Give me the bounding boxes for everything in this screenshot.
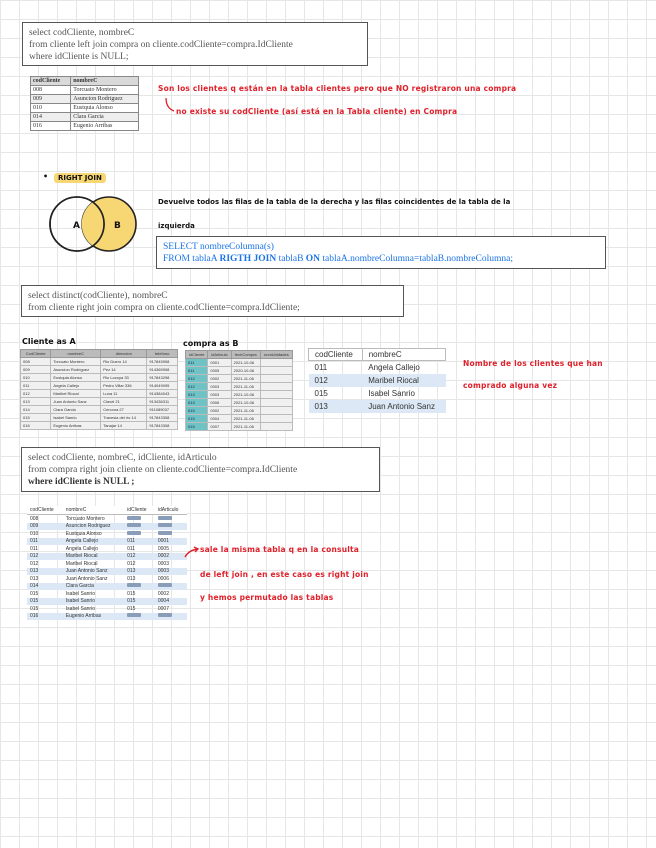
syntax-line1: SELECT nombreColumna(s) (163, 242, 274, 252)
compra-table-cell: 2021-11-06 (231, 383, 260, 391)
result3-cell: 011 (124, 538, 155, 546)
compra-table-cell: 2021-10-06 (231, 359, 260, 367)
left-join-result-table (30, 76, 139, 131)
result3-cell: 013 (30, 575, 39, 582)
result2-row (309, 361, 446, 375)
result3-cell: 011 (127, 545, 136, 552)
cliente-table-row (21, 390, 178, 398)
cliente-table-cell: 913436311 (147, 398, 178, 406)
compra-table-cell: 2021-10-06 (231, 391, 260, 399)
result3-cell: 014 (27, 583, 63, 591)
result3-row (27, 560, 187, 568)
query1-line3: where idCliente is NULL; (29, 52, 129, 62)
result3-row (27, 568, 187, 576)
null-marker (158, 613, 172, 617)
result3-cell: 013 (127, 575, 136, 582)
result3-cell (124, 523, 155, 531)
result3-cell: 009 (27, 523, 63, 531)
cliente-table-row (21, 374, 178, 382)
venn-label-a: A (73, 221, 80, 231)
result3-cell: 012 (127, 560, 136, 567)
cliente-table-cell: 911089037 (147, 406, 178, 414)
cliente-table-row (21, 422, 178, 430)
query3-line2: from compra right join cliente on cliente.codCliente=compra.IdCliente (28, 465, 298, 475)
compra-table-cell (260, 383, 292, 391)
result3-cell: Angela Callejo (65, 545, 99, 552)
result3-cell: 0003 (155, 568, 187, 576)
compra-table-cell (260, 423, 292, 431)
cliente-table-cell: 013 (21, 398, 51, 406)
null-marker (127, 531, 141, 535)
note2-line2: comprado alguna vez (463, 381, 558, 390)
result3-cell (155, 613, 187, 621)
compra-table-row (186, 367, 293, 375)
null-marker (127, 583, 141, 587)
result3-cell: Juan Antonio Sanz (63, 568, 124, 576)
compra-table-cell (260, 359, 292, 367)
result3-cell (124, 530, 155, 538)
compra-table-row (186, 399, 293, 407)
result3-cell: 016 (27, 613, 63, 621)
result3-cell (124, 583, 155, 591)
cliente-table-cell: Cercona 27 (101, 406, 147, 414)
right-join-desc-line2: izquierda (158, 222, 195, 230)
right-join-syntax-box (156, 236, 606, 269)
result3-cell: 0002 (155, 553, 187, 561)
cliente-table-row (21, 398, 178, 406)
compra-table-cell: 013 (186, 399, 208, 407)
table1-header: codCliente (31, 77, 71, 86)
compra-table-cell (260, 375, 292, 383)
syntax-line2: FROM tablaA RIGTH JOIN tablaB ON tablaA.nombreColumna=tablaB.nombreColumna; (163, 254, 513, 264)
result3-cell (155, 530, 187, 538)
compra-table-cell: 015 (186, 423, 208, 431)
cliente-table-cell: 917843308 (147, 422, 178, 430)
cliente-table-cell: Luna 11 (101, 390, 147, 398)
cliente-table-cell: Rio Duero 14 (101, 358, 147, 366)
compra-table-cell: 2020-10-06 (231, 367, 260, 375)
compra-table-header: fechCompra (231, 351, 260, 359)
null-marker (127, 516, 141, 520)
compra-table-cell: 0002 (208, 375, 231, 383)
cliente-table-cell: 016 (21, 422, 51, 430)
result3-cell (155, 523, 187, 531)
compra-table (185, 350, 293, 431)
query1-line1: select codCliente, nombreC (29, 28, 135, 38)
cliente-table-cell: 914365908 (147, 366, 178, 374)
cliente-table-cell: Angela Callejo (51, 382, 101, 390)
result3-row (27, 530, 187, 538)
cliente-table-cell: Juan Antonio Sanz (51, 398, 101, 406)
compra-table-cell: 015 (186, 415, 208, 423)
result3-cell: 015 (27, 598, 63, 606)
table1-header: nombreC (71, 77, 139, 86)
right-join-null-result-table (27, 506, 187, 620)
result2-row (309, 400, 446, 413)
result3-row (27, 515, 187, 523)
table1-cell: Asuncion Rodriguez (71, 95, 139, 104)
table1-cell: 009 (31, 95, 71, 104)
result3-cell: Juan Antonio Sanz (65, 575, 108, 582)
result2-cell: 012 (309, 374, 363, 387)
table1-row (31, 95, 139, 104)
result3-cell: 013 (124, 568, 155, 576)
result3-cell: 015 (30, 605, 39, 612)
query2-box (21, 285, 404, 317)
result3-cell (124, 613, 155, 621)
result3-cell: Maribel Riocal (63, 553, 124, 561)
table1-row (31, 104, 139, 113)
cliente-table-cell: 011 (21, 382, 51, 390)
result3-row (27, 613, 187, 621)
result3-cell: Clara Garcia (63, 583, 124, 591)
result2-row (309, 374, 446, 387)
result3-cell (124, 515, 155, 523)
result3-cell: Maribel Riocal (65, 560, 98, 567)
null-marker (158, 583, 172, 587)
result3-cell: Eugenio Arribas (63, 613, 124, 621)
compra-table-cell (260, 367, 292, 375)
result3-row (27, 598, 187, 606)
compra-table-cell: 012 (186, 375, 208, 383)
note3-line2: de left join , en este caso es right join (200, 570, 369, 579)
result3-header: idArticulo (155, 506, 187, 515)
right-join-desc-line1: Devuelve todos las filas de la tabla de la derecha y las filas coincidentes de la tabla de la (158, 198, 511, 206)
cliente-label: Cliente as A (22, 337, 76, 346)
cliente-table-cell: 917843298 (147, 374, 178, 382)
result3-cell: 0005 (157, 545, 169, 552)
compra-table-cell: 0001 (208, 359, 231, 367)
query3-line1: select codCliente, nombreC, idCliente, idArticulo (28, 453, 217, 463)
cliente-table-row (21, 406, 178, 414)
compra-table-cell: 0003 (208, 383, 231, 391)
compra-table-cell: 015 (186, 407, 208, 415)
table1-cell: Eustquia Alonso (71, 104, 139, 113)
result3-cell: 012 (30, 560, 39, 567)
compra-table-row (186, 375, 293, 383)
compra-table-cell: 0005 (208, 367, 231, 375)
cliente-table-cell: Eustquia Alonso (51, 374, 101, 382)
result3-cell: 011 (27, 538, 63, 546)
table1-cell: 016 (31, 122, 71, 131)
table1-cell: Torcuato Montero (71, 86, 139, 95)
null-marker (127, 523, 141, 527)
compra-table-row (186, 423, 293, 431)
query2-line2: from cliente right join compra on cliente.codCliente=compra.IdCliente; (28, 303, 300, 313)
compra-table-cell: 011 (186, 359, 208, 367)
result3-cell: 0004 (155, 598, 187, 606)
cliente-table (20, 349, 178, 430)
cliente-table-cell: 917843308 (147, 414, 178, 422)
table1-row (31, 122, 139, 131)
compra-table-header: numUnidades (260, 351, 292, 359)
compra-table-header: idArticulo (208, 351, 231, 359)
result2-header: codCliente (309, 349, 363, 361)
result2-cell: Maribel Riocal (362, 374, 445, 387)
arrow-icon (183, 545, 201, 559)
result3-row (27, 575, 187, 583)
compra-table-cell: 0002 (208, 407, 231, 415)
compra-table-cell: 2021-11-06 (231, 407, 260, 415)
note3-line1: sale la misma tabla q en la consulta (200, 545, 360, 554)
result3-row (27, 590, 187, 598)
compra-table-cell: 013 (186, 391, 208, 399)
right-join-result-table (308, 348, 446, 413)
result2-row (309, 387, 446, 400)
result2-header: nombreC (362, 349, 445, 361)
null-marker (158, 516, 172, 520)
null-marker (158, 531, 172, 535)
cliente-table-cell: Eugenio Arribas (51, 422, 101, 430)
result3-cell: 010 (30, 530, 39, 537)
compra-table-row (186, 415, 293, 423)
query1-line2: from cliente left join compra on cliente.codCliente=compra.IdCliente (29, 40, 293, 50)
result3-header: nombreC (63, 506, 124, 515)
result2-cell: 011 (314, 363, 328, 372)
compra-table-cell: 012 (186, 383, 208, 391)
cliente-table-cell: 917845908 (147, 358, 178, 366)
compra-table-cell: 2021-11-06 (231, 375, 260, 383)
result2-cell: Juan Antonio Sanz (362, 400, 445, 413)
cliente-table-cell: Tanajar 14 (101, 422, 147, 430)
result3-row (27, 583, 187, 591)
cliente-table-cell: 014 (21, 406, 51, 414)
cliente-table-cell: Travesia del rio 14 (101, 414, 147, 422)
cliente-table-cell: Clavel 21 (101, 398, 147, 406)
cliente-table-cell: Maribel Riocal (51, 390, 101, 398)
result3-cell: 012 (27, 553, 63, 561)
result3-row (27, 545, 187, 553)
table1-cell: Eugenio Arribas (71, 122, 139, 131)
compra-table-row (186, 391, 293, 399)
compra-table-row (186, 383, 293, 391)
compra-table-cell (260, 399, 292, 407)
result2-cell: 015 (314, 389, 328, 398)
result3-cell: Asuncion Rodriguez (63, 523, 124, 531)
cliente-table-cell: 015 (21, 414, 51, 422)
compra-table-cell: 0007 (208, 423, 231, 431)
cliente-table-cell: Torcuato Montero (51, 358, 101, 366)
result3-cell: 015 (124, 598, 155, 606)
result3-cell: 015 (30, 590, 39, 597)
result3-header: idCliente (124, 506, 155, 515)
cliente-table-cell: Pez 14 (101, 366, 147, 374)
compra-table-row (186, 359, 293, 367)
result3-cell: Torcuato Montero (65, 515, 105, 522)
note1-line2: no existe su codCliente (así está en la Tabla cliente) en Compra (176, 107, 458, 116)
table1-cell: 008 (31, 86, 71, 95)
result3-cell: 011 (30, 545, 38, 552)
cliente-table-header: telefono (147, 350, 178, 358)
table1-cell: 010 (31, 104, 71, 113)
query3-box (21, 447, 380, 492)
result3-cell: Isabel Sanrio (65, 605, 95, 612)
table1-row (31, 113, 139, 122)
cliente-table-header: CodCliente (21, 350, 51, 358)
result3-row (27, 605, 187, 613)
cliente-table-row (21, 366, 178, 374)
cliente-table-row (21, 358, 178, 366)
result3-cell: Eustquia Alonso (65, 530, 102, 537)
cliente-table-cell: 012 (21, 390, 51, 398)
result3-cell: 008 (30, 515, 39, 522)
table1-cell: 014 (31, 113, 71, 122)
compra-table-cell: 0003 (208, 391, 231, 399)
compra-table-cell: 0004 (208, 415, 231, 423)
result3-cell (155, 515, 187, 523)
cliente-table-header: direccion (101, 350, 147, 358)
query3-line3: where idCliente is NULL ; (28, 477, 135, 487)
cliente-table-cell: 914384043 (147, 390, 178, 398)
result3-cell: 0007 (157, 605, 169, 612)
table1-cell: Clara Garcia (71, 113, 139, 122)
compra-table-cell: 011 (186, 367, 208, 375)
note2-line1: Nombre de los clientes que han (463, 359, 603, 368)
right-join-title: RIGHT JOIN (54, 173, 106, 183)
cliente-table-row (21, 382, 178, 390)
cliente-table-cell: 009 (21, 366, 51, 374)
result2-cell: 013 (309, 400, 363, 413)
result3-cell: 0002 (157, 590, 169, 597)
cliente-table-cell: 008 (21, 358, 51, 366)
compra-table-cell: 2021-10-06 (231, 399, 260, 407)
table1-row (31, 86, 139, 95)
result3-cell: 015 (127, 605, 136, 612)
cliente-table-row (21, 414, 178, 422)
cliente-table-cell: Pedro Villar 336 (101, 382, 147, 390)
compra-table-cell: 0006 (208, 399, 231, 407)
compra-label: compra as B (183, 339, 239, 348)
result3-cell: Angela Callejo (63, 538, 124, 546)
result3-cell: 012 (124, 553, 155, 561)
result3-cell: 0006 (157, 575, 169, 582)
result3-cell: 0001 (155, 538, 187, 546)
compra-table-header: idCliente (186, 351, 208, 359)
null-marker (158, 523, 172, 527)
result3-cell: 013 (27, 568, 63, 576)
result3-row (27, 538, 187, 546)
cliente-table-cell: Rio Lozoya 33 (101, 374, 147, 382)
compra-table-row (186, 407, 293, 415)
result3-cell: 0003 (157, 560, 169, 567)
compra-table-cell (260, 415, 292, 423)
cliente-table-cell: Isabel Sanrio (51, 414, 101, 422)
cliente-table-cell: 914049095 (147, 382, 178, 390)
venn-label-b: B (114, 221, 121, 231)
result2-cell: Isabel Sanrio (368, 389, 415, 398)
result3-row (27, 553, 187, 561)
result3-cell (155, 583, 187, 591)
cliente-table-cell: Asuncion Rodriguez (51, 366, 101, 374)
note3-line3: y hemos permutado las tablas (200, 593, 334, 602)
result2-cell: Angela Callejo (368, 363, 420, 372)
compra-table-cell (260, 407, 292, 415)
result3-cell: 015 (127, 590, 136, 597)
result3-header: codCliente (27, 506, 63, 515)
compra-table-cell: 2021-11-06 (231, 423, 260, 431)
null-marker (127, 613, 141, 617)
venn-diagram (44, 192, 154, 262)
result3-cell: Isabel Sanrio (65, 590, 95, 597)
bullet: • (43, 172, 49, 181)
compra-table-cell (260, 391, 292, 399)
result3-row (27, 523, 187, 531)
query1-box (22, 22, 368, 66)
cliente-table-cell: 010 (21, 374, 51, 382)
result3-cell: Isabel Sanrio (63, 598, 124, 606)
cliente-table-header: nombreC (51, 350, 101, 358)
note1-line1: Son los clientes q están en la tabla clientes pero que NO registraron una compra (158, 84, 517, 93)
query2-line1: select distinct(codCliente), nombreC (28, 291, 168, 301)
compra-table-cell: 2021-11-06 (231, 415, 260, 423)
cliente-table-cell: Clara Garcia (51, 406, 101, 414)
